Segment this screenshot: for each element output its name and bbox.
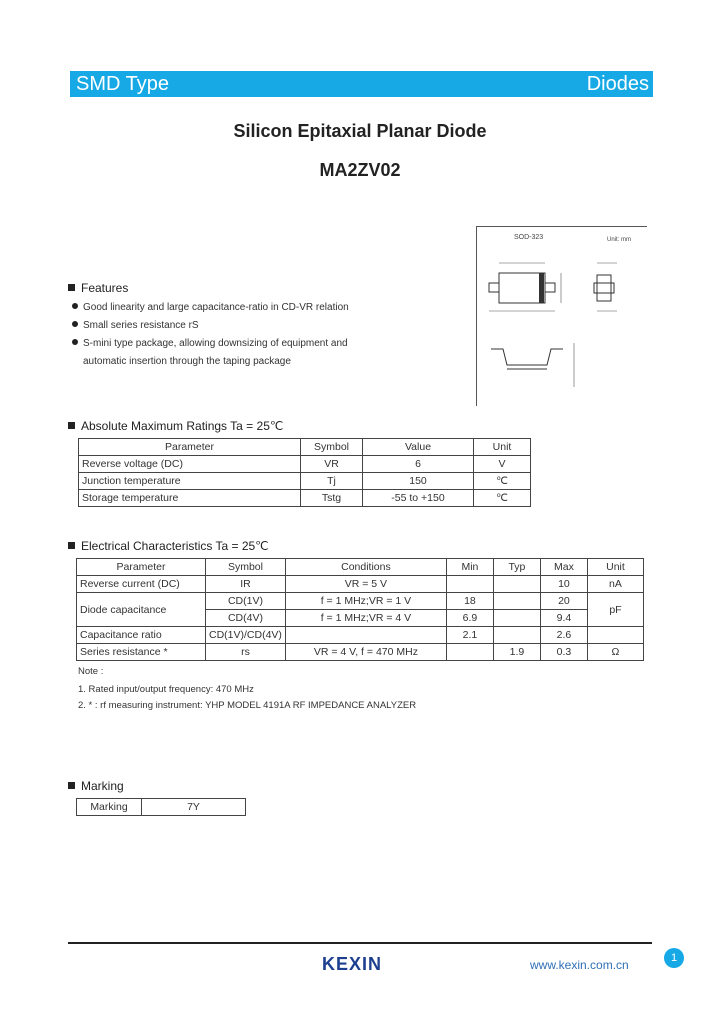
- bullet-icon: [72, 321, 78, 327]
- package-outline-svg: [477, 227, 647, 406]
- table-row: Reverse current (DC) IR VR = 5 V 10 nA: [77, 576, 644, 593]
- body-side-view: [597, 275, 611, 301]
- table-row: Reverse voltage (DC) VR 6 V: [79, 456, 531, 473]
- elec-table: [76, 558, 644, 661]
- page-title: Silicon Epitaxial Planar Diode: [233, 121, 487, 141]
- lead-left: [489, 283, 499, 292]
- table-row: Storage temperature Tstg -55 to +150 ℃: [79, 490, 531, 507]
- cathode-band: [539, 273, 544, 303]
- package-label: SOD-323: [514, 234, 544, 241]
- header-banner: [70, 71, 653, 97]
- header-left: SMD Type: [76, 73, 169, 95]
- table-header-row: Parameter Symbol Conditions Min Typ Max Unit: [77, 559, 644, 576]
- marking-table: [76, 798, 246, 816]
- table-row: Marking 7Y: [77, 799, 246, 816]
- abs-max-table: [78, 438, 531, 507]
- marking-heading: Marking: [68, 779, 124, 793]
- table-header-row: Parameter Symbol Value Unit: [79, 439, 531, 456]
- company-logo: KEXIN: [322, 954, 383, 974]
- bullet-icon: [72, 303, 78, 309]
- feature-item: Small series resistance rS: [72, 320, 199, 331]
- package-unit: Unit: mm: [607, 237, 631, 243]
- table-row: Capacitance ratio CD(1V)/CD(4V) 2.1 2.6: [77, 627, 644, 644]
- lead-form-profile: [491, 349, 563, 365]
- features-heading: Features: [68, 281, 128, 295]
- table-row: Diode capacitance CD(1V) f = 1 MHz;VR = 1 V 18 20 pF: [77, 593, 644, 610]
- note-1: 1. Rated input/output frequency: 470 MHz: [78, 684, 254, 695]
- square-bullet-icon: [68, 422, 75, 429]
- body-top-view: [499, 273, 545, 303]
- part-number: MA2ZV02: [319, 160, 401, 180]
- feature-continuation: automatic insertion through the taping package: [83, 356, 291, 367]
- page-number-badge: 1: [664, 948, 684, 968]
- elec-heading: Electrical Characteristics Ta = 25℃: [68, 539, 269, 553]
- feature-item: S-mini type package, allowing downsizing of equipment and: [72, 338, 348, 349]
- table-row: Series resistance * rs VR = 4 V, f = 470 MHz 1.9 0.3 Ω: [77, 644, 644, 661]
- header-right: Diodes: [586, 73, 649, 95]
- abs-max-heading: Absolute Maximum Ratings Ta = 25℃: [68, 419, 283, 433]
- table-row: Junction temperature Tj 150 ℃: [79, 473, 531, 490]
- square-bullet-icon: [68, 284, 75, 291]
- lead-right: [545, 283, 555, 292]
- footer-divider: [68, 942, 652, 944]
- bullet-icon: [72, 339, 78, 345]
- feature-item: Good linearity and large capacitance-ratio in CD-VR relation: [72, 302, 349, 313]
- square-bullet-icon: [68, 782, 75, 789]
- website-link[interactable]: www.kexin.com.cn: [530, 958, 629, 972]
- package-drawing: [476, 226, 647, 406]
- table-row: CD(4V) f = 1 MHz;VR = 4 V 6.9 9.4: [77, 610, 644, 627]
- square-bullet-icon: [68, 542, 75, 549]
- note-2: 2. * : rf measuring instrument: YHP MODEL 4191A RF IMPEDANCE ANALYZER: [78, 700, 417, 711]
- note-label: Note :: [78, 666, 104, 677]
